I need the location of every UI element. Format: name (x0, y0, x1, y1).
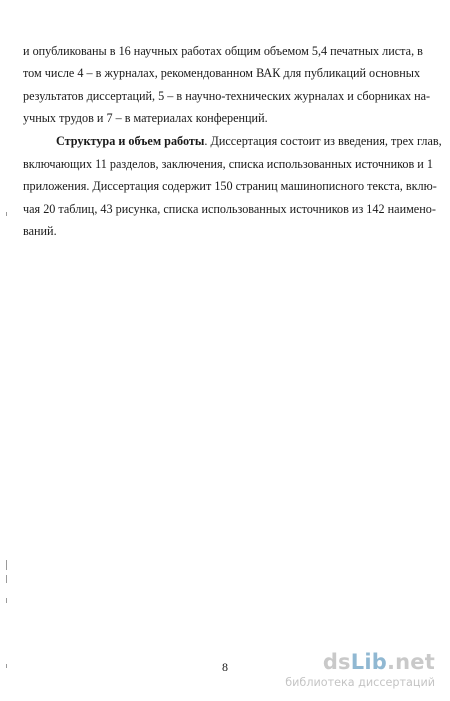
logo-subtitle: библиотека диссертаций (285, 676, 435, 689)
paragraph-1-line-2: том числе 4 – в журналах, рекомендованном ВАК для публикаций основных (23, 66, 421, 80)
scan-mark (6, 560, 7, 570)
paragraph-1-line-4: учных трудов и 7 – в материалах конференций. (23, 111, 268, 125)
paragraph-2-line-5: ваний. (23, 224, 57, 238)
paragraph-2-line-2: включающих 11 разделов, заключения, списка использованных источников и 1 (23, 157, 433, 171)
logo-lib: Lib (350, 650, 387, 674)
scan-mark (6, 664, 7, 668)
paragraph-1-line-3: результатов диссертаций, 5 – в научно-технических журналах и сборниках на- (23, 89, 431, 103)
logo-ds: ds (322, 650, 351, 674)
section-heading-structure: Структура и объем работы (56, 134, 205, 148)
page-number: 8 (222, 660, 228, 674)
paragraph-2-line-4: чая 20 таблиц, 43 рисунка, списка использованных источников из 142 наимено- (23, 202, 436, 216)
logo-net: .net (386, 650, 435, 674)
paragraph-1-line-1: и опубликованы в 16 научных работах общим объемом 5,4 печатных листа, в (23, 44, 423, 58)
scan-mark (6, 598, 7, 603)
paragraph-2-line-3: приложения. Диссертация содержит 150 страниц машинописного текста, вклю- (23, 179, 437, 193)
paragraph-2-line-1-text: . Диссертация состоит из введения, трех глав, (204, 134, 442, 148)
scan-mark (6, 575, 7, 583)
paragraph-2-line-1 (56, 134, 442, 148)
scan-mark (6, 212, 7, 216)
